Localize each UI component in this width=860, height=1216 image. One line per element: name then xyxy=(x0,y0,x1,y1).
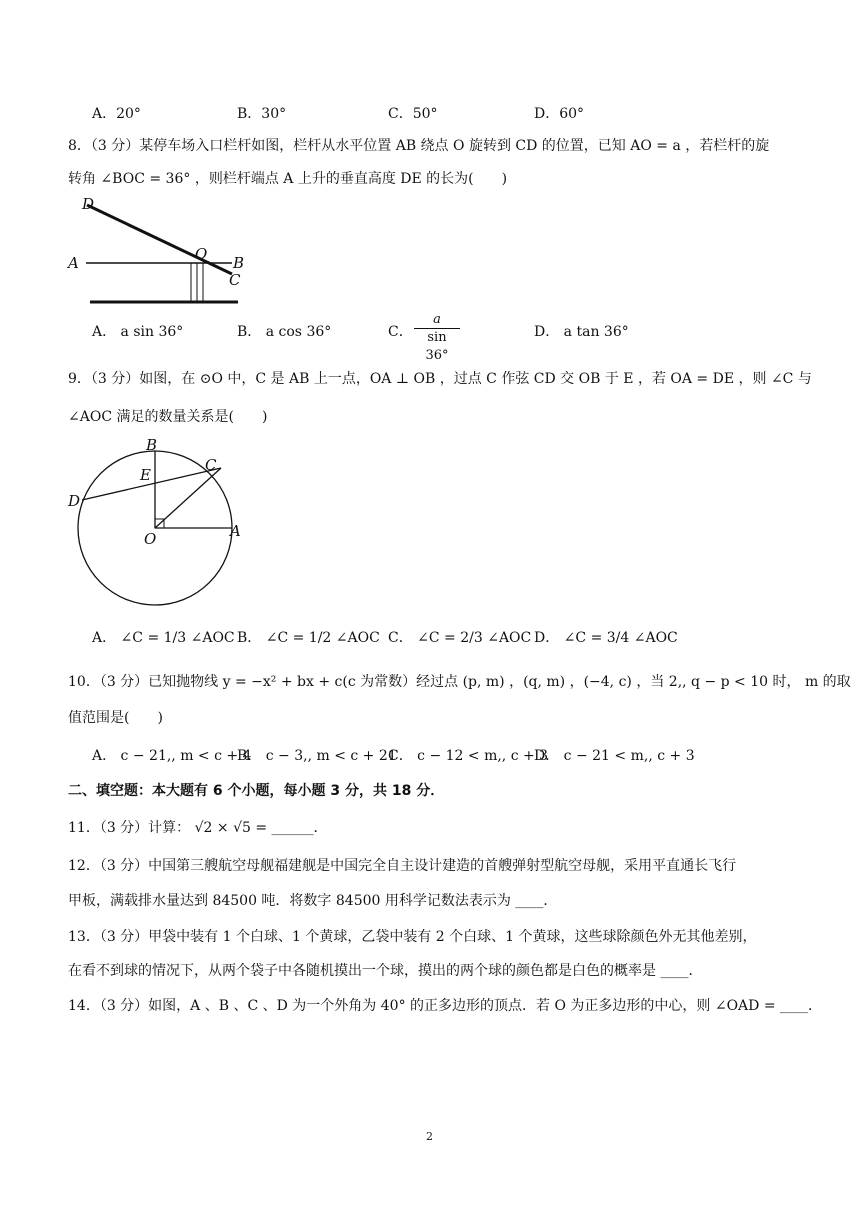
label-e: E xyxy=(140,466,151,484)
label-a: A xyxy=(68,254,79,272)
q8-option-d: D． a tan 36° xyxy=(534,324,629,340)
q9-circle-figure xyxy=(60,432,260,610)
label-c: C xyxy=(229,271,241,289)
q13-stem-line1: 13．（3 分）甲袋中装有 1 个白球、1 个黄球，乙袋中装有 2 个白球、1 个黄球，这些球除颜色外无其他差别， xyxy=(68,929,757,945)
q8-stem-line2: 转角 ∠BOC = 36° ，则栏杆端点 A 上升的垂直高度 DE 的长为( ) xyxy=(68,171,508,187)
label-o: O xyxy=(195,245,208,263)
q8-option-c-fraction xyxy=(414,312,460,365)
q7-option-c: C．50° xyxy=(388,106,438,122)
q9-option-d: D． ∠C = 3/4 ∠AOC xyxy=(534,630,678,646)
q9-stem-line2: ∠AOC 满足的数量关系是( ) xyxy=(68,409,268,425)
q9-option-c: C． ∠C = 2/3 ∠AOC xyxy=(388,630,532,646)
label-d: D xyxy=(68,492,81,510)
q10-stem-line1: 10．（3 分）已知抛物线 y = −x² + bx + c(c 为常数）经过点 (p, m) ，(q, m) ，(−4, c) ，当 2,, q − p < 10 时， m 的取 xyxy=(68,674,851,690)
label-c: C xyxy=(205,456,217,474)
q10-option-a: A． c − 21,, m < c + 4 xyxy=(92,748,252,764)
fraction-numerator: a xyxy=(433,312,441,327)
q12-stem-line1: 12．（3 分）中国第三艘航空母舰福建舰是中国完全自主设计建造的首艘弹射型航空母舰，采用平直通长飞行 xyxy=(68,858,737,874)
chord-cd xyxy=(82,468,221,500)
q10-option-c: C． c − 12 < m,, c + 3 xyxy=(388,748,549,764)
label-a: A xyxy=(230,522,241,540)
label-b: B xyxy=(233,254,245,272)
q14-stem: 14．（3 分）如图，A 、B 、C 、D 为一个外角为 40° 的正多边形的顶点．若 O 为正多边形的中心，则 ∠OAD = ____． xyxy=(68,998,823,1014)
q10-option-d: D． c − 21 < m,, c + 3 xyxy=(534,748,695,764)
q12-stem-line2: 甲板，满载排水量达到 84500 吨．将数字 84500 用科学记数法表示为 ____． xyxy=(68,893,558,909)
label-o: O xyxy=(144,530,157,548)
q11-stem: 11．（3 分）计算： √2 × √5 = ______． xyxy=(68,820,328,836)
page-number: 2 xyxy=(426,1130,433,1143)
q13-stem-line2: 在看不到球的情况下，从两个袋子中各随机摸出一个球，摸出的两个球的颜色都是白色的概率是 ____． xyxy=(68,963,703,979)
q9-stem-line1: 9．（3 分）如图，在 ⊙O 中，C 是 AB 上一点，OA ⊥ OB ，过点 C 作弦 CD 交 OB 于 E ，若 OA = DE ，则 ∠C 与 xyxy=(68,371,812,387)
q9-option-a: A． ∠C = 1/3 ∠AOC xyxy=(92,630,235,646)
q8-stem-line1: 8．（3 分）某停车场入口栏杆如图，栏杆从水平位置 AB 绕点 O 旋转到 CD 的位置，已知 AO = a ，若栏杆的旋 xyxy=(68,138,770,154)
label-d: D xyxy=(82,195,95,213)
q7-option-b: B．30° xyxy=(237,106,287,122)
q9-option-b: B． ∠C = 1/2 ∠AOC xyxy=(237,630,380,646)
q8-option-a: A． a sin 36° xyxy=(92,324,184,340)
q10-stem-line2: 值范围是( ) xyxy=(68,710,163,726)
q8-barrier-figure xyxy=(60,190,260,312)
segment-oc xyxy=(155,468,221,528)
q7-option-d: D．60° xyxy=(534,106,585,122)
q8-option-c: C． xyxy=(388,324,413,340)
q7-option-a: A．20° xyxy=(92,106,141,122)
q10-option-b: B． c − 3,, m < c + 21 xyxy=(237,748,397,764)
q8-option-b: B． a cos 36° xyxy=(237,324,332,340)
section-heading-fill-blank: 二、填空题：本大题有 6 个小题，每小题 3 分，共 18 分． xyxy=(68,783,445,799)
fraction-denominator: sin 36° xyxy=(414,328,460,365)
label-b: B xyxy=(146,436,158,454)
